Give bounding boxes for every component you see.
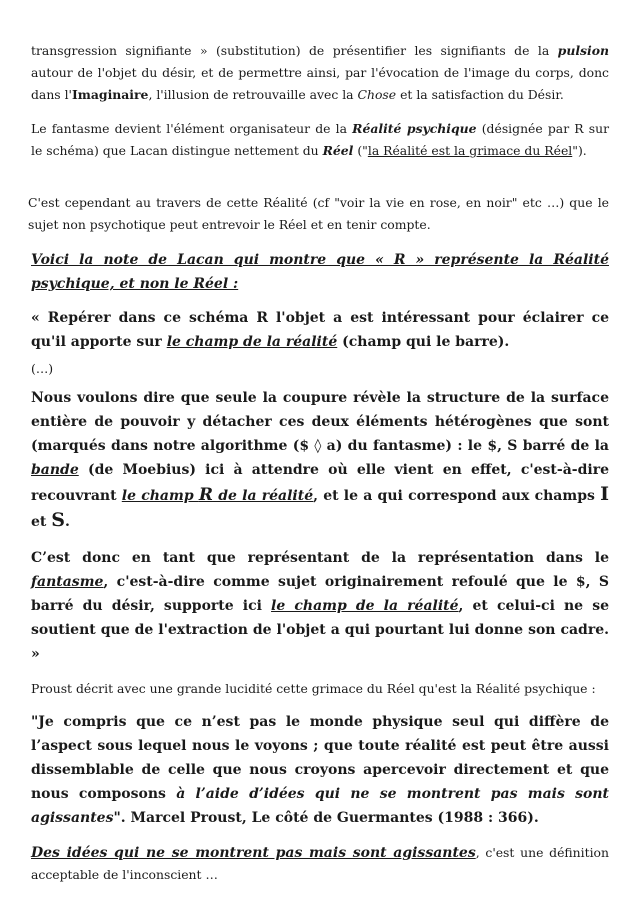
text: C’est donc en tant que représentant de la représentation dans le — [31, 550, 609, 566]
text-emphasis: le champ de la réalité — [166, 334, 338, 350]
text: et la satisfaction du Désir. — [396, 87, 564, 102]
text-emphasis: le champ de la réalité — [271, 598, 459, 614]
text-emphasis: bande — [31, 462, 79, 478]
text-emphasis: Réalité psychique — [352, 121, 477, 136]
text: autour de l'objet du désir, et de permettre ainsi, par l'évocation de l'image du corps, donc dans l' — [31, 65, 609, 102]
text-emphasis: à l’aide d’idées qui ne se montrent pas mais sont agissantes — [31, 786, 609, 826]
text: (de Moebius) ici à attendre où elle vient en effet, c'est-à-dire recouvrant — [31, 462, 609, 504]
text-emphasis: Voici la note de Lacan qui montre que « R » représente la Réalité psychique, et non le Réel : — [31, 252, 609, 292]
text: Nous voulons dire que seule la coupure révèle la structure de la surface entière de pouvoir y détacher ces deux éléments hétérogènes que sont (marqués dans notre algorithme ($ ◊ a) du fantasme) : le $, S barré de la — [31, 390, 609, 454]
quote-representant — [31, 546, 609, 666]
text-emphasis: pulsion — [557, 43, 609, 58]
text: , c'est-à-dire comme sujet originairement refoulé que le $, S barré du désir, supporte ici — [31, 574, 609, 614]
paragraph-realite: C'est cependant au travers de cette Réalité (cf "voir la vie en rose, en noir" etc …) que le sujet non psychotique peut entrevoir le Réel et en tenir compte. — [28, 195, 609, 232]
text: , et le a qui correspond aux champs — [313, 488, 601, 504]
document-page — [28, 40, 610, 886]
text: Le fantasme devient l'élément organisateur de la — [31, 121, 353, 136]
text-emphasis: le champ — [121, 488, 199, 504]
text: , c'est une définition acceptable de l'inconscient … — [31, 845, 609, 882]
text-emphasis: de la réalité — [212, 488, 314, 504]
quote-coupure — [31, 386, 609, 534]
text: et — [31, 514, 52, 530]
text: (" — [353, 143, 368, 158]
text: (champ qui le barre). — [337, 334, 510, 350]
text-emphasis: Réel — [322, 143, 354, 158]
paragraph-proust: Proust décrit avec une grande lucidité cette grimace du Réel qu'est la Réalité psychique : — [31, 681, 596, 696]
text: "Je compris que ce n’est pas le monde physique seul qui diffère de l’aspect sous lequel nous le voyons ; que toute réalité est peut être aussi dissemblable de celle que nous croyons apercevoir directement et que nous composons — [31, 714, 609, 802]
text-emphasis: Des idées qui ne se montrent pas mais sont agissantes — [31, 845, 476, 861]
quote-proust — [31, 710, 609, 830]
text: ". Marcel Proust, Le côté de Guermantes (1988 : 366). — [113, 810, 539, 826]
text: , et celui-ci ne se soutient que de l'extraction de l'objet a qui pourtant lui donne son cadre. » — [31, 598, 609, 662]
text: (désignée par R sur le schéma) que Lacan distingue nettement du — [31, 121, 610, 158]
quote-reperer — [31, 306, 609, 354]
text-emphasis: R — [198, 485, 213, 505]
champ-r-link — [121, 485, 314, 505]
text: « Repérer dans ce schéma R l'objet a est intéressant pour éclairer ce qu'il apporte sur — [31, 310, 609, 350]
paragraph-note-lacan — [31, 248, 609, 296]
text-underlined: la Réalité est la grimace du Réel — [367, 143, 573, 158]
symbol-s: S — [51, 509, 65, 531]
text-emphasis: fantasme — [31, 574, 104, 590]
text: "). — [572, 143, 587, 158]
text-bold: Imaginaire — [71, 87, 149, 102]
text-italic: Chose — [357, 87, 397, 102]
text: , l'illusion de retrouvaille avec la — [148, 87, 358, 102]
text: transgression signifiante » (substitution) de présentifier les signifiants de la — [31, 43, 558, 58]
ellipsis: (…) — [31, 361, 54, 376]
symbol-i: I — [600, 483, 609, 505]
paragraph-inconscient — [31, 842, 609, 886]
paragraph-pulsion — [31, 40, 609, 106]
paragraph-fantasme — [31, 118, 609, 162]
text: . — [64, 514, 70, 530]
